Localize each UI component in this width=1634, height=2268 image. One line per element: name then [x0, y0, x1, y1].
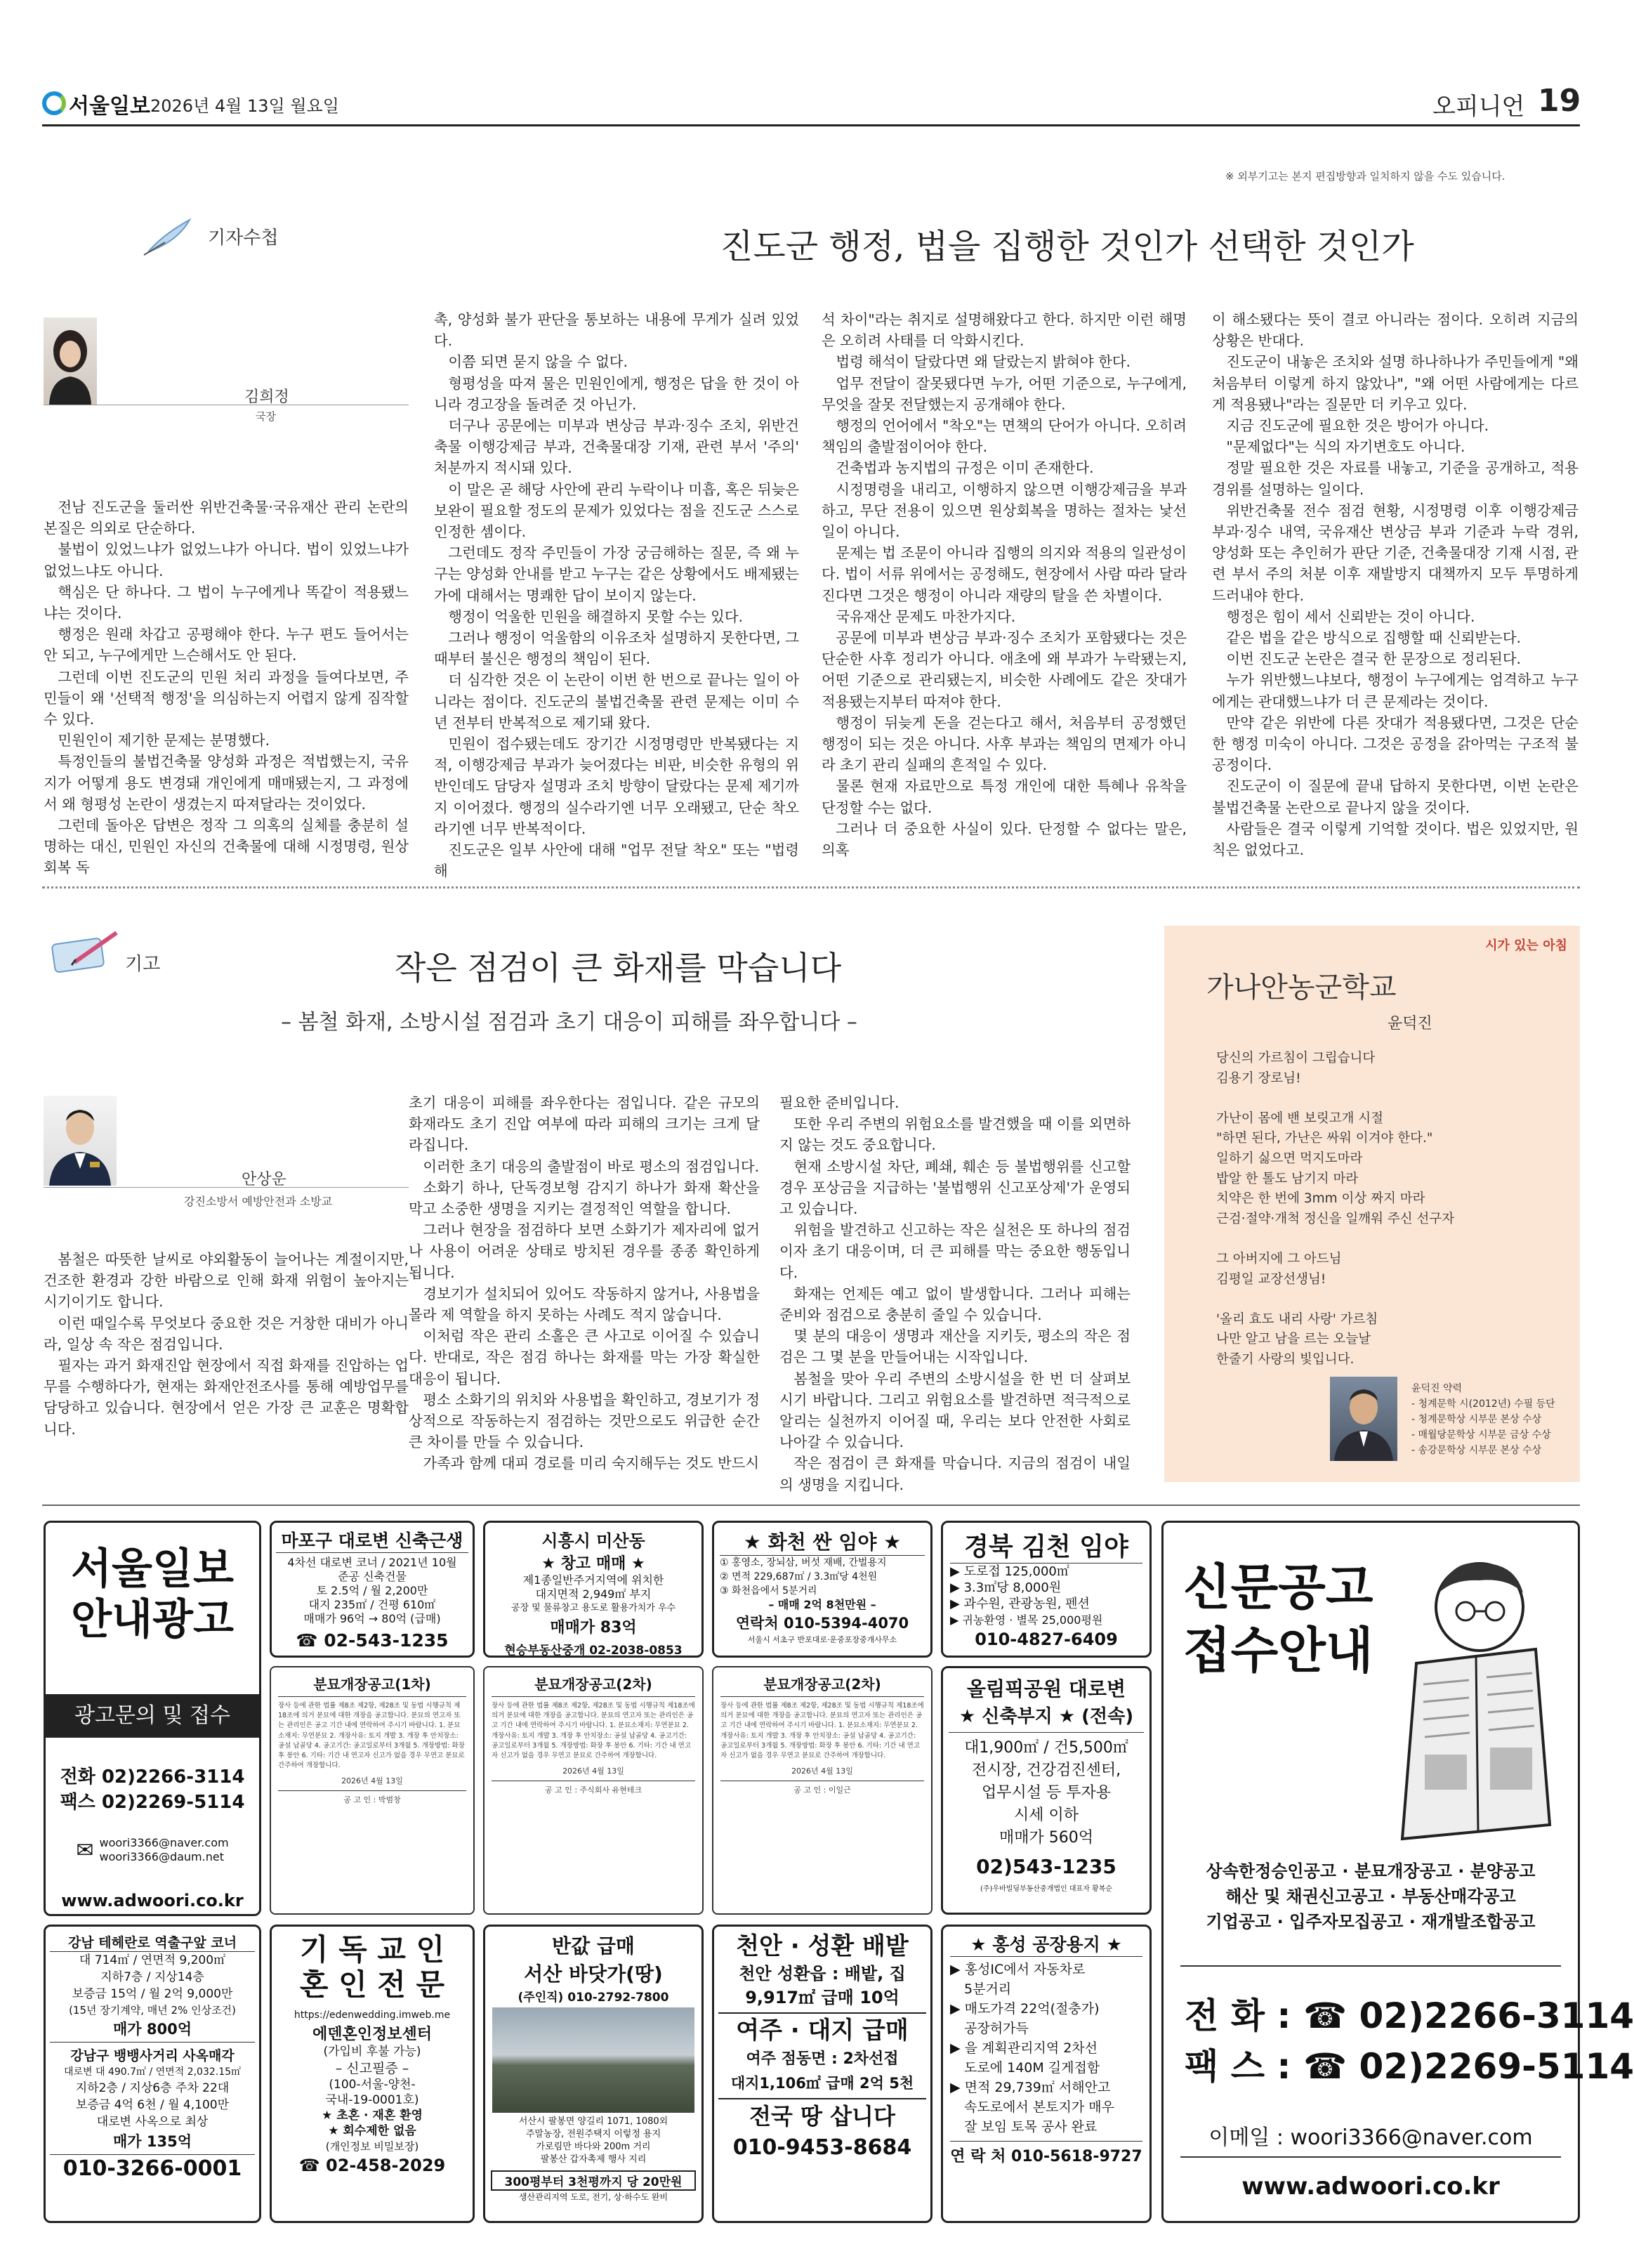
paragraph: 몇 분의 대응이 생명과 재산을 지키듯, 평소의 작은 점검은 그 몇 분을 만들어내는 시작입니다.: [779, 1328, 1131, 1366]
ad-cheonan-yeoju: [712, 1925, 933, 2223]
ad-text: (100-서울-양천-: [329, 2078, 416, 2092]
paragraph: 이처럼 작은 관리 소홀은 큰 사고로 이어질 수 있습니다. 반대로, 작은 점검 하나는 화재를 막는 가장 확실한 대응이 됩니다.: [409, 1328, 760, 1387]
ad-text: ③ 화천읍에서 5분거리: [720, 1585, 817, 1597]
notice-body: 장사 등에 관한 법률 제8조 제2항, 제28조 및 동법 시행규칙 제18조에 의거 분묘에 대한 개장을 공고합니다. 분묘의 연고자 또는 관리인은 공고 기간 내에 연락하여 주시기 바랍니다. 1. 분묘소재지: 무연분묘 2. 개장사유: 토지 개발 3. 개장 후 안치장소: 공설 납골당 4. 공고기간: 공고일로부터 3개월 5. 개장방법: 화장 후 봉안 6. 기타: 기간 내 연고자 신고가 없을 경우 무연고 분묘로 간주하여 개장합니다.: [720, 1702, 924, 1760]
poem-tag: 시가 있는 아침: [1485, 938, 1567, 953]
paragraph: 진도군은 일부 사안에 대해 "업무 전달 착오" 또는 "법령 해: [434, 841, 799, 880]
ad-siheung: [483, 1521, 704, 1658]
ad-price: – 매매 2억 8천만원 –: [768, 1598, 876, 1611]
ad-text: ▶ 을 계획관리지역 2차선: [950, 2040, 1098, 2056]
notice-title: 분묘개장공고(2차): [492, 1673, 695, 1697]
fax-number: ☎ 02)2269-5114: [1303, 2046, 1634, 2087]
paragraph: 사람들은 결국 이렇게 기억할 것이다. 법은 있었지만, 원칙은 없었다고.: [1212, 820, 1579, 859]
ad-phone: (주인직) 010-2792-7800: [518, 1991, 669, 2005]
ad-title: 강남구 뱅뱅사거리 사옥매각: [50, 2042, 255, 2064]
paragraph: 필요한 준비입니다.: [779, 1094, 900, 1111]
poem-line: 김용기 장로님!: [1216, 1070, 1301, 1086]
paragraph: 현재 소방시설 차단, 폐쇄, 훼손 등 불법행위를 신고할 경우 포상금을 지급하는 '불법행위 신고포상제'가 운영되고 있습니다.: [779, 1158, 1131, 1218]
ad-text: 보증금 4억 6천 / 월 4,100만: [76, 2098, 229, 2112]
seaside-land-photo: [492, 2007, 694, 2113]
paragraph: 물론 현재 자료만으로 특정 개인에 대한 특혜나 유착을 단정할 수는 없다.: [822, 778, 1187, 816]
paragraph: 작은 점검이 큰 화재를 막습니다. 지금의 점검이 내일의 생명을 지킵니다.: [779, 1455, 1131, 1493]
poem-title: 가나안농군학교: [1206, 971, 1397, 1004]
poet-bio-head: 윤덕진 약력: [1411, 1383, 1463, 1394]
article2-author-name: 안상운: [242, 1171, 286, 1188]
ad-text: 대로변 대 490.7㎡ / 연면적 2,032.15㎡: [63, 2066, 242, 2078]
ad-gangnam: [44, 1925, 261, 2223]
poem-line: 밥알 한 톨도 남기지 마라: [1216, 1171, 1359, 1186]
article2-author-photo: [44, 1096, 117, 1186]
ad-text: (가입비 후불 가능): [323, 2045, 421, 2059]
ad-title: ★ 홍성 공장용지 ★: [950, 1931, 1142, 1957]
poem-line: '올리 효도 내리 사랑' 가르침: [1216, 1311, 1378, 1327]
ad-text: (15년 장기계약, 매년 2% 인상조건): [69, 2004, 236, 2017]
paragraph: 이 말은 곧 해당 사안에 관리 누락이나 미흡, 혹은 뒤늦은 보완이 필요할 정도의 문제가 있었다는 점을 진도군 스스로 인정한 셈이다.: [434, 480, 799, 541]
ad-phone: 010-9453-8684: [732, 2135, 912, 2160]
ad-text: 대지1,106㎡ 급매 2억 5천: [730, 2075, 914, 2092]
intake-phone: 전 화 : ☎ 02)2266-3114: [1185, 1995, 1634, 2036]
notice-signature: 공 고 인 : 박범창: [278, 1790, 466, 1805]
ads-top-rule: [42, 1505, 1580, 1506]
ad-text: 대 714㎡ / 연면적 9,200㎡: [79, 1953, 226, 1967]
paragraph: 같은 법을 같은 방식으로 집행할 때 신뢰받는다.: [1226, 629, 1522, 647]
paragraph: 그러나 더 중요한 사실이 있다. 단정할 수 없다는 말은, 의혹: [822, 820, 1187, 859]
article2-category: 기고: [125, 954, 161, 975]
intake-service: 해산 및 채권신고공고 · 부동산매각공고: [1225, 1887, 1516, 1906]
poet-photo: [1330, 1377, 1397, 1461]
intake-service: 기업공고 · 입주자모집공고 · 재개발조합공고: [1206, 1912, 1536, 1932]
ad-text: 4차선 대로변 코너 / 2021년 10월: [287, 1556, 457, 1569]
ad-price: 300평부터 3천평까지 당 20만원: [491, 2170, 696, 2191]
masthead-paper-name: 서울일보: [69, 94, 150, 119]
notice-title: 분묘개장공고(2차): [720, 1673, 924, 1697]
section-name: 오피니언: [1432, 93, 1525, 121]
paragraph: 석 차이"라는 취지로 설명해왔다고 한다. 하지만 이런 해명은 오히려 사태를 더 악화시킨다.: [822, 311, 1187, 350]
paragraph: 평소 소화기의 위치와 사용법을 확인하고, 경보기가 정상적으로 작동하는지 점검하는 것만으로도 위급한 순간 큰 차이를 만들 수 있습니다.: [409, 1391, 760, 1451]
article2-column-1: [44, 1249, 409, 1475]
ad-text: 속도로에서 본토지가 매우: [964, 2099, 1114, 2115]
intake-fax: 팩 스 : ☎ 02)2269-5114: [1185, 2046, 1634, 2087]
poem-line: 그 아버지에 그 아드님: [1216, 1251, 1342, 1266]
poem-line: 일하기 싫으면 먹지도마라: [1216, 1151, 1363, 1166]
paragraph: 이런 때일수록 무엇보다 중요한 것은 거창한 대비가 아니라, 일상 속 작은 점검입니다.: [44, 1314, 409, 1353]
paragraph: 소화기 하나, 단독경보형 감지기 하나가 화재 확산을 막고 소중한 생명을 지키는 결정적인 역할을 합니다.: [409, 1179, 760, 1218]
paragraph: 위반건축물 전수 점검 현황, 시정명령 이후 이행강제금 부과·징수 내역, 국유재산 변상금 부과 기준과 누락 경위, 양성화 또는 추인허가 판단 기준, 건축물대장 기재 시점, 관련 부서 주의 처분 이후 재발방지 대책까지 모두 투명하게 드러내야 한다.: [1212, 502, 1579, 604]
ad-info-band: 광고문의 및 접수: [46, 1694, 259, 1738]
paragraph: 업무 전달이 잘못됐다면 누가, 어떤 기준으로, 누구에게, 무엇을 잘못 전달했는지 공개해야 한다.: [822, 374, 1187, 413]
poem-line: [1216, 1089, 1553, 1109]
ad-title: 올림픽공원 대로변: [966, 1677, 1126, 1700]
ad-seosan: [483, 1925, 704, 2223]
ad-text: 매매가 96억 → 80억 (급매): [303, 1612, 441, 1625]
ad-title: 여주 · 대지 급매: [718, 2012, 926, 2047]
article1-column-4: [1212, 309, 1579, 857]
notice-grave-3: [712, 1666, 933, 1915]
poem-line: "하면 된다, 가난은 싸워 이겨야 한다.": [1216, 1131, 1433, 1146]
paragraph: 그런데도 정작 주민들이 가장 궁금해하는 질문, 즉 왜 누구는 양성화 안내를 받고 누구는 같은 상황에서도 배제됐는가에 대해서는 명쾌한 답이 보이지 않는다.: [434, 544, 799, 604]
ad-text: ① 홍영소, 장뇌삼, 버섯 재배, 간벌용지: [720, 1557, 887, 1568]
paragraph: 봄철을 맞아 우리 주변의 소방시설을 한 번 더 살펴보시기 바랍니다. 그리고 위험요소를 발견하면 적극적으로 알리는 실천까지 이어질 때, 우리는 보다 안전한 사회로 나아갈 수 있습니다.: [779, 1370, 1131, 1451]
paragraph: 민원인이 제기한 문제는 분명했다.: [58, 732, 270, 749]
paragraph: 그런데 이번 진도군의 민원 처리 과정을 들여다보면, 주민들이 왜 '선택적 행정'을 의심하는지 어렵지 않게 짐작할 수 있다.: [44, 668, 409, 728]
poem-line: [1216, 1290, 1553, 1310]
poem-body: [1216, 1049, 1553, 1370]
paragraph: 이번 진도군 논란은 결국 한 문장으로 정리된다.: [1226, 650, 1522, 668]
paragraph: 촉, 양성화 불가 판단을 통보하는 내용에 무게가 실려 있었다.: [434, 311, 799, 350]
ad-text: 지하7층 / 지상14층: [100, 1970, 204, 1984]
poem-line: [1216, 1229, 1553, 1250]
ad-info-web: www.adwoori.co.kr: [61, 1891, 244, 1910]
ad-text: ▶ 면적 29,739㎡ 서해안고: [950, 2080, 1111, 2095]
paragraph: 시정명령을 내리고, 이행하지 않으면 이행강제금을 부과하고, 무단 전용이 있으면 원상회복을 명하는 절차는 낯선 일이 아니다.: [822, 480, 1187, 541]
envelope-icon: ✉: [76, 1837, 94, 1863]
intake-web: www.adwoori.co.kr: [1241, 2172, 1500, 2201]
ad-text: 가로림만 바다와 200m 거리: [536, 2142, 651, 2152]
ad-phone: 현승부동산중개 02-2038-0853: [504, 1644, 683, 1658]
masthead-logo: [42, 91, 66, 115]
ad-phone: 연 락 처 010-5618-9727: [950, 2141, 1142, 2166]
poem-poet: 윤덕진: [1388, 1015, 1432, 1033]
ad-price: 매매가 560억: [999, 1829, 1093, 1847]
ad-hwacheon: [712, 1521, 933, 1658]
ad-phone: 02)543-1235: [976, 1855, 1116, 1878]
notice-grave-1: [270, 1666, 475, 1915]
feather-pen-icon: [140, 214, 197, 256]
article1-headline: 진도군 행정, 법을 집행한 것인가 선택한 것인가: [720, 227, 1414, 266]
page-number: 19: [1538, 83, 1581, 119]
paragraph: 행정은 힘이 세서 신뢰받는 것이 아니다.: [1226, 608, 1475, 625]
ad-price: 매가 135억: [112, 2133, 192, 2150]
ad-text: 전시장, 건강검진센터,: [971, 1762, 1121, 1779]
ad-notice-intake: [1161, 1521, 1634, 2223]
paragraph: "문제없다"는 식의 자기변호도 아니다.: [1226, 438, 1465, 456]
header-rule: [42, 124, 1580, 126]
poem-box: [1164, 926, 1580, 1482]
ad-text: 서울시 서초구 반포대로·운중포장중개사무소: [747, 1635, 897, 1644]
paragraph: 정말 필요한 것은 자료를 내놓고, 기준을 공개하고, 적용 경위를 설명하는 일이다.: [1212, 459, 1579, 498]
ad-title: 마포구 대로변 신축근생: [276, 1527, 468, 1553]
notice-date: 2026년 4월 13일: [791, 1766, 853, 1776]
article2-column-3: [779, 1092, 1131, 1493]
paragraph: 행정은 원래 차갑고 공평해야 한다. 누구 편도 들어서는 안 되고, 누구에게만 느슨해서도 안 된다.: [44, 626, 409, 664]
intake-service: 상속한정승인공고 · 분묘개장공고 · 분양공고: [1206, 1861, 1536, 1881]
ad-text: 제1종일반주거지역에 위치한: [522, 1573, 664, 1587]
notice-grave-2: [483, 1666, 704, 1915]
poem-line: 김평일 교장선생님!: [1216, 1271, 1326, 1287]
ad-title: 서산 바닷가(땅): [524, 1962, 663, 1986]
masthead-date: 2026년 4월 13일 월요일: [150, 96, 339, 116]
poet-bio-line: - 매월당문학상 시부문 금상 수상: [1411, 1429, 1551, 1441]
ad-text: 국내-19-0001호): [325, 2093, 419, 2107]
paragraph: 가족과 함께 대피 경로를 미리 숙지해두는 것도 반드시: [423, 1455, 760, 1472]
ad-title: ★ 화천 싼 임야 ★: [720, 1527, 925, 1556]
ad-title: 시흥시 미산동: [541, 1531, 645, 1551]
paragraph: 법령 해석이 달랐다면 왜 달랐는지 밝혀야 한다.: [836, 353, 1131, 371]
ad-text: ▶ 귀농환영 · 별목 25,000평원: [950, 1613, 1103, 1627]
paragraph: 화재는 언제든 예고 없이 발생합니다. 그러나 피해는 준비와 점검으로 충분히 줄일 수 있습니다.: [779, 1285, 1131, 1324]
article1-author-title: 국장: [256, 410, 276, 423]
ad-info-subtitle: 안내광고: [71, 1595, 234, 1644]
article2-headline: 작은 점검이 큰 화재를 막습니다: [395, 949, 842, 987]
ad-phone: 연락처 010-5394-4070: [735, 1615, 909, 1632]
reading-newspaper-illustration: [1374, 1544, 1571, 1853]
intake-title: 신문공고: [1183, 1558, 1373, 1616]
article1-author-photo: [44, 317, 97, 405]
paragraph: 필자는 과거 화재진압 현장에서 직접 화재를 진압하는 업무를 수행하다가, 현재는 화재안전조사를 통해 예방업무를 담당하고 있습니다. 현장에서 얻은 가장 큰 교훈은 명확합니다.: [44, 1357, 409, 1438]
ad-info-fax: 팩스 02)2269-5114: [60, 1792, 245, 1813]
ad-text: 지하2층 / 지상6층 주차 22대: [75, 2081, 230, 2095]
pen-paper-icon: [46, 927, 124, 976]
ad-hongseong: [941, 1925, 1152, 2223]
ad-phone: 010-4827-6409: [975, 1630, 1118, 1649]
poem-line: 나만 알고 남을 르는 오늘날: [1216, 1332, 1371, 1347]
poem-line: 치약은 한 번에 3mm 이상 짜지 마라: [1216, 1191, 1425, 1207]
ad-text: 5분거리: [964, 1981, 1012, 1997]
ad-text: ▶ 홍성IC에서 자동차로: [950, 1962, 1086, 1977]
poem-line: 한줄기 사랑의 빛입니다.: [1216, 1351, 1355, 1367]
article2-author-title: 강진소방서 예방안전과 소방교: [184, 1195, 333, 1208]
ad-title: 강남 테헤란로 역출구앞 코너: [50, 1932, 255, 1952]
article1-author-name: 김희정: [244, 388, 289, 406]
ad-company: 에덴혼인정보센터: [312, 2026, 433, 2043]
paragraph: 핵심은 단 하나다. 그 법이 누구에게나 똑같이 적용됐느냐는 것이다.: [44, 583, 409, 622]
paragraph: 더구나 공문에는 미부과 변상금 부과·징수 조치, 위반건축물 이행강제금 부과, 건축물대장 기재, 관련 부서 '주의' 처분까지 적시돼 있다.: [434, 417, 799, 477]
ad-info-title: 서울일보: [71, 1545, 234, 1594]
ad-text: (개인정보 비밀보장): [325, 2140, 419, 2153]
ad-text: ▶ 3.3㎡당 8,000원: [950, 1580, 1062, 1595]
intake-subtitle: 접수안내: [1183, 1621, 1373, 1679]
paragraph: 이러한 초기 대응의 출발점이 바로 평소의 점검입니다.: [423, 1158, 760, 1175]
paragraph: 건축법과 농지법의 규정은 이미 존재한다.: [836, 459, 1094, 477]
ad-info-tel: 전화 02)2266-3114: [60, 1766, 245, 1788]
paragraph: 또한 우리 주변의 위험요소를 발견했을 때 이를 외면하지 않는 것도 중요합니다.: [779, 1115, 1131, 1154]
paragraph: 진도군이 이 질문에 끝내 답하지 못한다면, 이번 논란은 불법건축물 논란으로 끝나지 않을 것이다.: [1212, 778, 1579, 816]
paragraph: 만약 같은 위반에 다른 잣대가 적용됐다면, 그것은 단순한 행정 미숙이 아니다. 그것은 공정을 갉아먹는 구조적 불공정이다.: [1212, 714, 1579, 774]
ad-text: 시세 이하: [1013, 1807, 1079, 1824]
poet-bio-line: - 송강문학상 시부문 본상 수상: [1411, 1445, 1542, 1456]
disclaimer: ※ 외부기고는 본지 편집방향과 일치하지 않을 수도 있습니다.: [1225, 170, 1505, 183]
paragraph: 누가 위반했느냐보다, 행정이 누구에게는 엄격하고 누구에게는 관대했느냐가 더 큰 문제라는 것이다.: [1212, 671, 1579, 710]
paragraph: 행정이 억울한 민원을 해결하지 못할 수는 있다.: [448, 608, 744, 625]
ad-text: 여주 점동면 : 2차선접: [746, 2050, 899, 2068]
paragraph: 지금 진도군에 필요한 것은 방어가 아니다.: [1226, 417, 1489, 435]
ad-text: 9,917㎡ 급매 10억: [745, 1988, 900, 2007]
ad-text: ② 면적 229,687㎡ / 3.3㎡당 4천원: [720, 1571, 878, 1582]
paragraph: 이쯤 되면 묻지 않을 수 없다.: [448, 353, 628, 371]
ad-title: 경북 김천 임야: [950, 1527, 1142, 1564]
section-divider: [42, 886, 1580, 889]
ad-title: 혼 인 전 문: [299, 1967, 445, 2002]
paragraph: 형평성을 따져 물은 민원인에게, 행정은 답을 한 것이 아니라 경고장을 돌려준 것 아닌가.: [434, 374, 799, 413]
article1-column-2: [434, 309, 799, 880]
ad-text: ▶ 매도가격 22억(절충가): [950, 2001, 1100, 2017]
notice-body: 장사 등에 관한 법률 제8조 제2항, 제28조 및 동법 시행규칙 제18조에 의거 분묘에 대한 개장을 공고합니다. 분묘의 연고자 또는 관리인은 공고 기간 내에 연락하여 주시기 바랍니다. 1. 분묘소재지: 무연분묘 2. 개장사유: 토지 개발 3. 개장 후 안치장소: 공설 납골당 4. 공고기간: 공고일로부터 3개월 5. 개장방법: 화장 후 봉안 6. 기타: 기간 내 연고자 신고가 없을 경우 무연고 분묘로 간주하여 개장합니다.: [278, 1702, 465, 1770]
poem-line: 당신의 가르침이 그립습니다: [1216, 1051, 1376, 1066]
ad-text: 팔봉산 갑자촉제 행사 지리: [540, 2154, 647, 2165]
intake-email: 이메일 : woori3366@naver.com: [1208, 2125, 1533, 2150]
ad-text: 도로에 140M 길게접함: [964, 2060, 1100, 2076]
paragraph: 진도군이 내놓은 조치와 설명 하나하나가 주민들에게 "왜 처음부터 이렇게 하지 않았나", "왜 어떤 사람에게는 다르게 적용됐나"라는 질문만 더 키우고 있다.: [1212, 353, 1579, 413]
ad-text: 공장 및 물류창고 용도로 활용가치가 우수: [510, 1603, 676, 1613]
ad-text: 서산시 팔봉면 양길리 1071, 1080외: [518, 2116, 668, 2127]
ad-title: 반값 급매: [552, 1934, 635, 1958]
paragraph: 국유재산 문제도 마찬가지다.: [836, 608, 1016, 625]
notice-body: 장사 등에 관한 법률 제8조 제2항, 제28조 및 동법 시행규칙 제18조에 의거 분묘에 대한 개장을 공고합니다. 분묘의 연고자 또는 관리인은 공고 기간 내에 연락하여 주시기 바랍니다. 1. 분묘소재지: 무연분묘 2. 개장사유: 토지 개발 3. 개장 후 안치장소: 공설 납골당 4. 공고기간: 공고일로부터 3개월 5. 개장방법: 화장 후 봉안 6. 기타: 기간 내 연고자 신고가 없을 경우 무연고 분묘로 간주하여 개장합니다.: [492, 1702, 695, 1760]
ad-title: ★ 창고 매매 ★: [541, 1555, 645, 1573]
notice-signature: 공 고 인 : 이일근: [720, 1781, 924, 1795]
ad-info-email: woori3366@naver.com: [99, 1836, 229, 1849]
ad-text: 준공 신축건물: [338, 1570, 407, 1583]
ad-text: ▶ 과수원, 관광농원, 펜션: [950, 1597, 1090, 1611]
notice-date: 2026년 4월 13일: [341, 1776, 403, 1786]
article2-author-rule: [44, 1187, 409, 1188]
ad-text: 주말농장, 전원주택지 이렇정 용지: [525, 2129, 661, 2139]
ad-text: – 신고필증 –: [335, 2061, 409, 2076]
ad-info-box: [44, 1521, 261, 1916]
paragraph: 행정의 언어에서 "착오"는 면책의 단어가 아니다. 오히려 책임의 출발점이어야 한다.: [822, 417, 1187, 456]
paragraph: 봄철은 따뜻한 날씨로 야외활동이 늘어나는 계절이지만, 건조한 환경과 강한 바람으로 인해 화재 위험이 높아지는 시기이기도 합니다.: [44, 1251, 409, 1311]
poem-line: 근검·절약·개척 정신을 일깨워 주신 선구자: [1216, 1211, 1455, 1226]
paragraph: 더 심각한 것은 이 논란이 이번 한 번으로 끝나는 일이 아니라는 점이다. 진도군의 불법건축물 관련 문제는 이미 수년 전부터 반복적으로 제기돼 왔다.: [434, 671, 799, 731]
poem-line: 가난이 몸에 밴 보릿고개 시절: [1216, 1110, 1383, 1126]
ad-title: ★ 신축부지 ★ (전속): [949, 1702, 1144, 1733]
paragraph: 위험을 발견하고 신고하는 작은 실천은 또 하나의 점검이자 초기 대응이며, 더 큰 피해를 막는 중요한 행동입니다.: [779, 1221, 1131, 1281]
ad-price: 매매가 83억: [550, 1619, 637, 1637]
paragraph: 이 해소됐다는 뜻이 결코 아니라는 점이다. 오히려 지금의 상황은 반대다.: [1212, 311, 1579, 350]
ad-title: 전국 땅 삽니다: [718, 2098, 926, 2133]
ad-info-email: woori3366@daum.net: [99, 1850, 224, 1863]
ad-website: https://edenwedding.imweb.me: [294, 2010, 451, 2021]
article1-category: 기자수첩: [208, 228, 279, 249]
paragraph: 그런데 돌아온 답변은 정작 그 의혹의 실체를 충분히 설명하는 대신, 민원인 자신의 건축물에 대해 시정명령, 원상회복 독: [44, 817, 409, 877]
ad-text: 생산관리지역 도로, 전기, 상·하수도 완비: [518, 2192, 668, 2202]
ad-mapo: [270, 1521, 475, 1658]
paragraph: 초기 대응이 피해를 좌우한다는 점입니다. 같은 규모의 화재라도 초기 진압 여부에 따라 피해의 크기는 크게 달라집니다.: [409, 1094, 760, 1154]
ad-text: ★ 회수제한 없음: [328, 2124, 416, 2138]
paragraph: 그러나 현장을 점검하다 보면 소화기가 제자리에 없거나 사용이 어려운 상태로 방치된 경우를 종종 확인하게 됩니다.: [409, 1221, 760, 1281]
ad-text: ★ 초혼 · 재혼 환영: [322, 2109, 423, 2123]
ad-text: 잘 보임 토목 공사 완료: [964, 2119, 1098, 2135]
notice-title: 분묘개장공고(1차): [278, 1673, 466, 1697]
ad-phone: ☎ 02-543-1235: [296, 1630, 449, 1651]
ad-text: (주)우바빌딩부동산중개법인 대표자 황복순: [980, 1885, 1113, 1893]
article1-column-1: [44, 497, 409, 877]
ad-gimcheon: [941, 1521, 1152, 1658]
paragraph: 불법이 있었느냐가 없었느냐가 아니다. 법이 있었느냐가 없었느냐도 아니다.: [44, 541, 409, 579]
ad-text: 대지면적 2,949㎡ 부지: [535, 1587, 652, 1601]
ad-text: 대1,900㎡ / 건5,500㎡: [964, 1739, 1128, 1757]
poet-bio-line: - 청계문학상 시부문 본상 수상: [1411, 1414, 1542, 1425]
ad-text: 토 2.5억 / 월 2,200만: [316, 1584, 428, 1597]
ad-text: 대지 235㎡ / 건평 610㎡: [308, 1598, 436, 1611]
ad-text: 대로변 사옥으로 최상: [96, 2115, 209, 2129]
ad-text: 업무시설 등 투자용: [981, 1784, 1111, 1802]
poet-bio: [1411, 1381, 1573, 1458]
ad-phone: ☎ 02-458-2029: [298, 2156, 446, 2175]
ad-title: 천안 · 성환 배밭: [736, 1932, 909, 1960]
ad-price: 매가 800억: [112, 2021, 192, 2038]
article1-column-3: [822, 309, 1187, 857]
paragraph: 특정인들의 불법건축물 양성화 과정은 적법했는지, 국유지가 어떻게 용도 변경돼 개인에게 매매됐는지, 그 과정에서 왜 형평성 논란이 생겼는지 따져달라는 것이었다.: [44, 753, 409, 813]
notice-date: 2026년 4월 13일: [562, 1766, 624, 1776]
notice-signature: 공 고 인 : 주식회사 유현테크: [492, 1781, 695, 1795]
ad-text: 보증금 15억 / 월 2억 9,000만: [72, 1987, 233, 2001]
ad-text: 공장허가득: [964, 2021, 1029, 2036]
paragraph: 경보기가 설치되어 있어도 작동하지 않거나, 사용법을 몰라 제 역할을 하지 못하는 사례도 적지 않습니다.: [409, 1285, 760, 1324]
paragraph: 공문에 미부과 변상금 부과·징수 조치가 포함됐다는 것은 단순한 사후 정리가 아니다. 애초에 왜 부과가 누락됐는지, 어떤 기준으로 관리됐는지, 비슷한 사례에도 같은 잣대가 적용됐는지부터 따져야 한다.: [822, 629, 1187, 710]
ad-text: ▶ 도로접 125,000㎡: [950, 1564, 1069, 1579]
ad-text: 천안 성환읍 : 배밭, 집: [739, 1964, 906, 1984]
paragraph: 그러나 행정이 억울함의 이유조차 설명하지 못한다면, 그때부터 불신은 행정의 책임이 된다.: [434, 629, 799, 668]
paragraph: 민원이 접수됐는데도 장기간 시정명령만 반복됐다는 지적, 이행강제금 부과가 늦어졌다는 비판, 비슷한 유형의 위반인데도 담당자 설명과 조치 방향이 달랐다는 문제 제기까지 이어졌다. 행정의 실수라기엔 너무 오래됐고, 단순 착오라기엔 너무 반복적이다.: [434, 735, 799, 837]
article2-subhead: – 봄철 화재, 소방시설 점검과 초기 대응이 피해를 좌우합니다 –: [281, 1010, 857, 1035]
ad-olympic-park: [941, 1666, 1152, 1915]
ad-title: 기 독 교 인: [299, 1932, 445, 1967]
ad-christian-marriage: [270, 1925, 475, 2223]
article2-column-2: [409, 1092, 760, 1475]
paragraph: 전남 진도군을 둘러싼 위반건축물·국유재산 관리 논란의 본질은 의외로 단순하다.: [44, 499, 409, 537]
ad-phone: 010-3266-0001: [50, 2154, 255, 2181]
phone-number: ☎ 02)2266-3114: [1303, 1995, 1634, 2036]
poet-bio-line: - 청계문학 시(2012년) 수필 등단: [1411, 1398, 1555, 1410]
paragraph: 행정이 뒤늦게 돈을 걷는다고 해서, 처음부터 공정했던 행정이 되는 것은 아니다. 사후 부과는 책임의 면제가 아니라 초기 관리 실패의 흔적일 수 있다.: [822, 714, 1187, 774]
paragraph: 문제는 법 조문이 아니라 집행의 의지와 적용의 일관성이다. 법이 서류 위에서는 공정해도, 현장에서 사람 따라 달라진다면 그것은 행정이 아니라 재량의 탈을 쓴 차별이다.: [822, 544, 1187, 604]
